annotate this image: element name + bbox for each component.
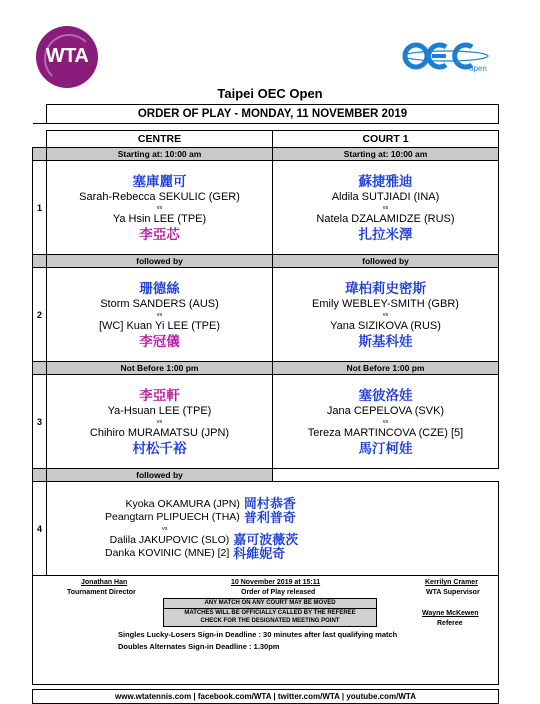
released-label: Order of Play released: [241, 589, 316, 596]
row3-court1-time: Not Before 1:00 pm: [273, 362, 499, 375]
notice-called-line1: MATCHES WILL BE OFFICIALLY CALLED BY THE REFEREE: [184, 610, 356, 616]
player-cn-name: 扎拉米澤: [358, 226, 413, 242]
vs-label: vs: [382, 311, 389, 318]
social-links[interactable]: www.wtatennis.com | facebook.com/WTA | twitter.com/WTA | youtube.com/WTA: [33, 690, 499, 704]
player-name: Aldila SUTJIADI (INA): [331, 190, 440, 203]
singles-deadline-label: Singles Lucky-Losers Sign-in Deadline :: [118, 630, 261, 639]
player-cn-name: 科維妮奇: [233, 545, 286, 561]
row2-centre-time: followed by: [47, 255, 273, 268]
notice-moved: ANY MATCH ON ANY COURT MAY BE MOVED: [163, 598, 377, 609]
svg-text:open: open: [469, 64, 487, 73]
director-title: Tournament Director: [67, 589, 136, 596]
player-name: Dalila JAKUPOVIC (SLO): [109, 533, 230, 546]
vs-label: vs: [162, 525, 168, 532]
row1-centre-time: Starting at: 10:00 am: [47, 148, 273, 161]
wta-logo: [36, 26, 98, 88]
match-court1-3: [273, 375, 499, 469]
oec-open-logo: [402, 38, 490, 74]
notice-called: [163, 608, 377, 627]
match-centre-4-doubles: [47, 482, 499, 576]
player-name: Chihiro MURAMATSU (JPN): [89, 426, 230, 439]
referee-name: Wayne McKewen: [422, 610, 479, 617]
player-name: Danka KOVINIC (MNE) [2]: [105, 546, 230, 559]
player-name: [WC] Kuan Yi LEE (TPE): [98, 319, 221, 332]
match-court1-2: [273, 268, 499, 362]
row-number-4: 4: [33, 482, 47, 576]
player-cn-name: 珊德絲: [139, 280, 180, 296]
vs-label: vs: [156, 311, 163, 318]
player-cn-name: 蘇捷雅迪: [358, 173, 413, 189]
player-name: Emily WEBLEY-SMITH (GBR): [312, 297, 459, 310]
court-centre-header: CENTRE: [47, 131, 273, 148]
player-cn-name: 瑋柏莉史密斯: [345, 280, 426, 296]
match-centre-2: [47, 268, 273, 362]
player-cn-name: 普利普奇: [243, 509, 296, 525]
court-1-header: COURT 1: [273, 131, 499, 148]
notice-called-line2: CHECK FOR THE DESIGNATED MEETING POINT: [200, 618, 340, 624]
doubles-deadline-label: Doubles Alternates Sign-in Deadline :: [118, 642, 252, 651]
player-name: Yana SIZIKOVA (RUS): [330, 319, 441, 332]
player-cn-name: 塞庫麗可: [132, 173, 187, 189]
vs-label: vs: [382, 204, 389, 211]
match-centre-3: [47, 375, 273, 469]
order-of-play-heading: ORDER OF PLAY - MONDAY, 11 NOVEMBER 2019: [47, 105, 499, 124]
released-date: 10 November 2019 at 15:11: [231, 579, 321, 586]
player-cn-name: 嘉可波薇茨: [233, 531, 299, 547]
player-name: Natela DZALAMIDZE (RUS): [316, 212, 455, 225]
row1-court1-time: Starting at: 10:00 am: [273, 148, 499, 161]
doubles-deadline-value: 1.30pm: [253, 642, 280, 651]
row2-court1-time: followed by: [273, 255, 499, 268]
row-number-1: 1: [33, 161, 47, 255]
player-name: Tereza MARTINCOVA (CZE) [5]: [307, 426, 464, 439]
player-cn-name: 馬汀柯娃: [358, 440, 413, 456]
player-name: Ya-Hsuan LEE (TPE): [107, 404, 212, 417]
doubles-deadline: [118, 642, 279, 651]
player-name: Kyoka OKAMURA (JPN): [125, 497, 240, 510]
event-title: Taipei OEC Open: [217, 86, 323, 101]
row-number-2: 2: [33, 268, 47, 362]
vs-label: vs: [156, 418, 163, 425]
player-cn-name: 斯基科娃: [358, 333, 413, 349]
order-of-play-grid: [32, 104, 498, 704]
match-court1-1: [273, 161, 499, 255]
row-number-3: 3: [33, 375, 47, 469]
row4-centre-time: followed by: [47, 469, 273, 482]
player-name: Sarah-Rebecca SEKULIC (GER): [79, 190, 240, 203]
player-cn-name: 村松千裕: [132, 440, 187, 456]
row3-centre-time: Not Before 1:00 pm: [47, 362, 273, 375]
wta-logo-text: WTA: [45, 45, 89, 67]
vs-label: vs: [382, 418, 389, 425]
player-cn-name: 塞彼洛娃: [358, 387, 413, 403]
player-name: Ya Hsin LEE (TPE): [112, 212, 207, 225]
singles-deadline-value: 30 minutes after last qualifying match: [263, 630, 398, 639]
match-centre-1: [47, 161, 273, 255]
supervisor-name: Kerrilyn Cramer: [425, 579, 478, 586]
player-name: Storm SANDERS (AUS): [100, 297, 219, 310]
player-cn-name: 李冠儀: [139, 333, 180, 349]
singles-deadline: [118, 630, 397, 639]
supervisor-title: WTA Supervisor: [426, 589, 480, 596]
referee-title: Referee: [437, 620, 463, 627]
player-cn-name: 李亞軒: [139, 387, 180, 403]
director-name: Jonathan Han: [81, 579, 128, 586]
player-cn-name: 岡村恭香: [243, 495, 296, 511]
player-name: Jana CEPELOVA (SVK): [326, 404, 445, 417]
player-cn-name: 李亞芯: [139, 226, 180, 242]
player-name: Peangtarn PLIPUECH (THA): [105, 510, 240, 523]
vs-label: vs: [156, 204, 163, 211]
footer-panel: [33, 576, 499, 685]
